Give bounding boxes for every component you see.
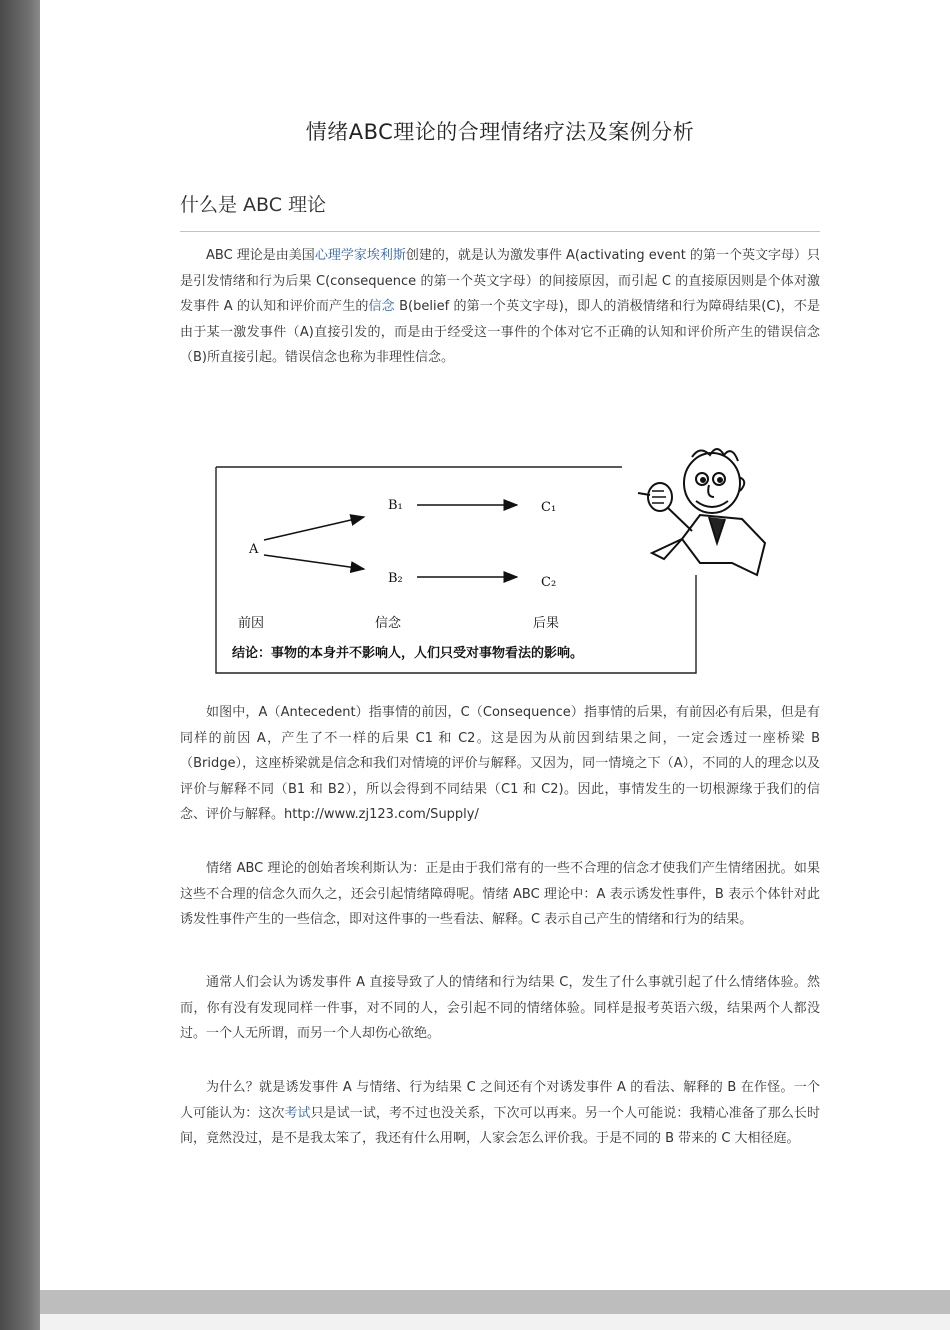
paragraph-ellis-theory: 情绪 ABC 理论的创始者埃利斯认为：正是由于我们常有的一些不合理的信念才使我们产生情绪困扰。如果这些不合理的信念久而久之，还会引起情绪障碍呢。情绪 ABC 理论中：A 表示诱发性事件，B 表示个体针对此诱发性事件产生的一些信念，即对这件事的一些看法、解释。C 表示自己产生的情绪和行为的结果。: [180, 861, 820, 927]
paragraph-intro: [180, 243, 820, 371]
link-belief[interactable]: 信念: [368, 299, 395, 314]
para1-text-2: 创建的，就是认为激发事件 A(activating event 的第一个英文字母）只是引发情绪和行为后果 C(consequence 的第一个英文字母）的间接原因，而引起 C 的直接原因则是个体对激发事件 A 的认知和评价而产生的: [180, 248, 820, 314]
diagram-conclusion: 结论：事物的本身并不影响人，人们只受对事物看法的影响。: [232, 646, 584, 661]
arrow-a-b1: [264, 517, 364, 540]
diagram-frame: [216, 467, 696, 673]
document-title: 情绪ABC理论的合理情绪疗法及案例分析: [305, 120, 695, 144]
paragraph-common-view: 通常人们会认为诱发事件 A 直接导致了人的情绪和行为结果 C，发生了什么事就引起了什么情绪体验。然而，你有没有发现同样一件事，对不同的人，会引起不同的情绪体验。同样是报考英语六级，结果两个人都没过。一个人无所谓，而另一个人却伤心欲绝。: [180, 975, 820, 1041]
link-psychologist-ellis[interactable]: 心理学家埃利斯: [314, 248, 406, 263]
cartoon-pointing-man-illustration: [638, 449, 765, 575]
page-footer-band: [40, 1290, 950, 1314]
label-result: 后果: [533, 616, 560, 631]
left-margin-bar: [0, 0, 40, 1330]
para5-text-1: 为什么？就是诱发事件 A 与情绪、行为结果 C 之间还有个对诱发事件 A 的看法、解释的 B 在作怪。一个人可能认为：这次: [180, 1080, 820, 1121]
arrow-a-b2: [264, 555, 364, 569]
link-exam[interactable]: 考试: [284, 1105, 311, 1121]
node-b2: B₂: [388, 571, 403, 586]
node-c2: C₂: [541, 575, 557, 590]
section-divider: [180, 231, 820, 232]
abc-diagram: [212, 435, 768, 680]
node-c1: C₁: [541, 500, 557, 515]
para5-text-2: 只是试一试，考不过也没关系，下次可以再来。另一个人可能说：我精心准备了那么长时间，竟然没过，是不是我太笨了，我还有什么用啊，人家会怎么评价我。于是不同的 B 带来的 C 大相径庭。: [180, 1105, 820, 1146]
node-b1: B₁: [388, 498, 403, 513]
page-footer-strip: [40, 1314, 950, 1330]
label-cause: 前因: [238, 616, 265, 631]
section-heading: 什么是 ABC 理论: [180, 194, 327, 216]
para1-text-3: B(belief 的第一个英文字母)，即人的消极情绪和行为障碍结果(C)，不是由于某一激发事件（A)直接引发的，而是由于经受这一事件的个体对它不正确的认知和评价所产生的错误信念（B)所直接引起。错误信念也称为非理性信念。: [180, 299, 820, 365]
label-belief: 信念: [375, 616, 402, 631]
node-a: A: [249, 542, 259, 557]
paragraph-diagram-explanation: 如图中，A（Antecedent）指事情的前因，C（Consequence）指事情的后果，有前因必有后果，但是有同样的前因 A，产生了不一样的后果 C1 和 C2。这是因为从前因到结果之间，一定会透过一座桥梁 B（Bridge），这座桥梁就是信念和我们对情境的评价与解释。又因为，同一情境之下（A），不同的人的理念以及评价与解释不同（B1 和 B2），所以会得到不同结果（C1 和 C2)。因此，事情发生的一切根源缘于我们的信念、评价与解释。http://www.zj123.com/Supply/: [180, 705, 820, 822]
para1-text-1: ABC 理论是由美国: [206, 248, 315, 263]
paragraph-why: [180, 1075, 820, 1152]
